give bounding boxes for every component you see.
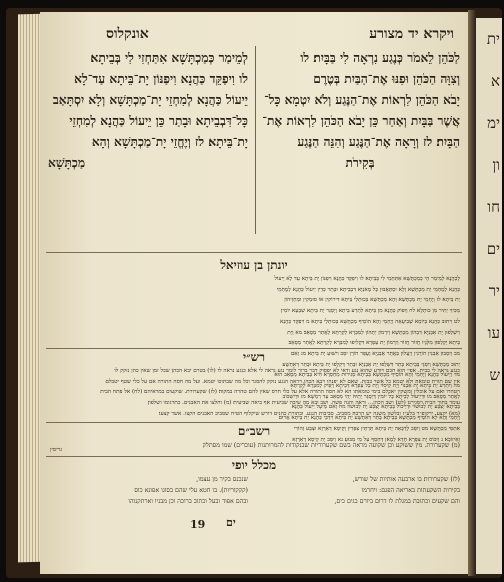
yonatan-line: בֵּיתָא יְקַלְפוּן מִלְּגָיו חֲזוֹר חֲזוֹר וְיִרְמוֹן יָת עַפְרָא דִּקְלִיפוּ לְמִבַּרָא לְקַרְתָּא לַאֲתַר מְסָאַב׃	[288, 340, 460, 347]
mikhlal-line: (קקקוריות). בו חטא עלי שהם בסוגו אפונא כוס	[134, 487, 248, 494]
onkelos-line: יֵיעוֹל כַּהֲנָא לְמִחְזֵי יָת־מַכְתָּשָׁא וְלָא יִסְתָּאַב	[52, 93, 248, 107]
facing-page-text: ים	[486, 240, 500, 258]
onkelos-column	[48, 48, 248, 174]
facing-page-text: ית	[486, 30, 500, 48]
yonatan-line: מה וְיִתְרַע יָת בֵּיתָא יָת אַבְנוֹי וְיָת קֵיסוֹי וְיָת כָּל עַפְרָא דְּבֵיתָא וְיַפֵּיק לְמִבַּרָא לְקַרְתָּא	[290, 383, 460, 390]
facing-page-text: ימ	[487, 114, 500, 132]
rashi-line: (מא) יקצע. ירקופ״ר בלע״ז ובלשון משנה יש הרבה׃ מסביב. סביבות הנגע. ובתורת כהנים דורש שיקלוף הטיח שסביב האבנים׃ הקצו. אשר קצעו׃	[159, 410, 460, 417]
verse-line: יָבֹא הַכֹּהֵן לִרְאוֹת אֶת־הַנֶּגַע וְלֹא יִטְמָא כָּל־	[264, 93, 460, 107]
verse-column	[260, 48, 460, 174]
yonatan-line: וְאֵיזוֹבָא׃ נ וְיִכּוֹס יָת צִפְּרָא חֲדָא לְמָאן דְּחַסַף עַל מֵי מַבּוּעַ׃ נא וְיִסַּב יָת קֵיסָא דְאַרְזָא	[292, 436, 460, 443]
yonatan-line: לט וִיתוּב כַּהֲנָא בְּיוֹמָא שְׁבִיעָאָה וְיֶחְמֵי וְהָא הוֹסֵיף מַכְתָּשָׁא בְּכוּתְלֵי בֵּיתָא׃ מ וִיפַקֵּד כַּהֲנָא	[279, 318, 460, 325]
section-rule	[46, 422, 462, 423]
rashi-line: ויטהרו ואם על אוכלין ומשקין יאכלם בימי טומאתו הא לא חסה התורה אלא על כלי חרס שאין להם טהרה במקוה׃ (לז) שקערורת. שוקעים במראיהם׃ (לח) אל פתח הבית	[100, 389, 460, 396]
yonatan-line: מַכִּיךְ יַתִּיר מִן כּוּתְלָא׃ לח וְיִפּוֹק כַּהֲנָא מִן בֵּיתָא לִתְרַע בֵּיתָא וְיַסְגַּר יָת בֵּיתָא שִׁבְעָא יוֹמִין׃	[281, 308, 460, 315]
rashi-line: אין שם תורת טומאה׃ ולא יטמא כל אשר בבית. שאם לא יפנהו ויבא הכהן ויראה הנגע נזקק להסגר וכל מה שבתוכו יטמא. ועל מה חסה התורה אם על כלי שטף יטבלם	[105, 378, 460, 385]
rashbam-text	[50, 440, 460, 451]
onkelos-line: כָּל־דִּבְבֵיתָא וּבָתַר כֵּן יֵיעוֹל כַּהֲנָא לְמִחְזֵי	[69, 114, 248, 128]
book-page	[40, 12, 468, 574]
facing-page-text: יר	[488, 282, 500, 300]
mikhlal-line: ובהם אפוד ובעל וכתוב ברוכה וכן מבניו וארתקנוהו	[128, 498, 248, 505]
yonatan-line: מב וְיִסְבוּן אַבְנִין חוֹרָנִין וְיַעֲלוּן בַּאֲתַר אַבְנַיָּא וַעֲפַר חוֹרָן יִסַּב וִישׁוּעַ יָת בֵּיתָא׃ מג וְאִם	[290, 350, 460, 357]
section-rule	[46, 252, 462, 253]
onkelos-line: לו וִיפַקֵּד כַּהֲנָא וִיפַנּוֹן יָת־בֵּיתָא עַד־לָא	[74, 72, 248, 86]
mikhlal-line: והם שקעים וכתובת במגלת לו דרום ביורם בגים כים,	[334, 498, 460, 505]
yonatan-line: בְּבֵיתָא יְצַבַּע יָת לְבוּשׁוֹי וּדְיֵיכוֹל בְּבֵיתָא יְצַבַּע יָת לְבוּשׁוֹי׃ מח וְאִם מֵיעָל יֵיעוֹל כַּהֲנָא	[291, 404, 460, 411]
yonatan-line: לַאֲתַר מְסָאַב׃ מו וּדְיֵיעוֹל לְבֵיתָא כָּל יוֹמִין דְּיַסְגַּר יָתֵיהּ יְהֵי מְסָאַב עַד רַמְשָׁא׃ מז וּדְיִשְׁכּוֹב	[282, 393, 460, 400]
book-gutter	[468, 10, 476, 576]
rashi-title: רש״י	[242, 350, 266, 364]
mikhlal-line: (לז) שקערורות׃ בו ארבעה אותיות של שורש,	[352, 476, 460, 483]
yonatan-line: יְתוּב מַכְתָּשָׁא וְיִסְגֵּי בְּבֵיתָא בָּתַר דִּשְׁלַפוּ יָת אַבְנַיָּא וּבָתַר דְּקַלְפוּ יָת בֵּיתָא וּבָתַר דְּאִתְשָׁע׃	[282, 361, 460, 368]
yonatan-line: וְיֶחְמֵי וְהָא לָא הוֹסֵיף מַכְתָּשָׁא בְּבֵיתָא בָּתַר דְּאִתְשָׁע יָת בֵּיתָא וִידַכֵּי כַּהֲנָא יָת בֵּיתָא אֲרוּם	[278, 415, 460, 422]
yonatan-line: גריסין	[50, 447, 63, 454]
verse-line: אֲשֶׁר בַּבָּיִת וְאַחַר כֵּן יָבֹא הַכֹּהֵן לִרְאוֹת אֶת־	[262, 114, 460, 128]
onkelos-line: מַכְתָּשָׁא	[48, 156, 86, 170]
verse-line: בְּקִירֹת	[345, 156, 375, 170]
page-number: 19	[190, 518, 206, 531]
verse-line: הַבָּיִת׃ לז וְרָאָה אֶת־הַנֶּגַע וְהִנֵּה הַנֶּגַע	[297, 135, 460, 149]
yonatan-line: יָת בֵּיתָא׃ לז וְיֶחְמֵי יָת מַכְתָּשָׁא וְהָא מַכְתָּשָׁא בְּכוּתְלֵי בֵּיתָא דִּירוֹקִין אוֹ סוּמְקִין וּמַחְזֵיהוֹן	[284, 297, 460, 304]
verse-line: לַכֹּהֵן לֵאמֹר כְּנֶגַע נִרְאָה לִי בַּבָּיִת׃ לו	[300, 51, 460, 65]
section-rule	[46, 348, 462, 349]
mikhlal-left-column	[48, 474, 248, 507]
yonatan-line: וִישַׁלְפוּן יָת אַבְנַיָּא דִּבְהוֹן מַכְתָּשָׁא וְיִרְמוֹן יַתְהוֹן לְמִבַּרָא לְקַרְתָּא לַאֲתַר מְסָאַב׃ מא וְיָת	[287, 329, 460, 336]
mikhlal-line: בקירות השקעתות באריאה הפגם: ויחרמו	[361, 487, 460, 494]
signature-mark: ים	[226, 516, 236, 529]
verse-line: וְצִוָּה הַכֹּהֵן וּפִנּוּ אֶת־הַבַּיִת בְּטֶרֶם	[313, 72, 460, 86]
facing-page-text: חו	[487, 198, 500, 216]
rashi-line: עומד בתוך הבית ויסגירנו׃ (לט) ושב הכהן... וראה והנה פשה. ושב ובא מה שיבה שביעית אף ביאה שביעית׃ (מ) וחלצו את האבנים. כתרגומו ושלפון׃	[147, 400, 460, 407]
onkelos-line: לְמֵימַר כְּמַכְתָּשָׁא אִתַּחְזִי לִי בְּבֵיתָא׃	[90, 51, 248, 65]
section-rule	[46, 456, 462, 457]
yonatan-line: לְכַהֲנָא לְמֵימַר הֵי כְמַכְתָּשָׁא אִתַּחְמֵי לִי בְּבֵיתָא׃ לו וִיפַקֵּד כַּהֲנָא וִיפַנּוֹן יָת בֵּיתָא עַד לָא יֵיעוֹל	[274, 276, 460, 282]
right-header: ויקרא יד מצורע	[369, 26, 454, 42]
mikhlal-title: מכלל יופי	[231, 458, 277, 472]
facing-page-text: ון	[492, 156, 500, 174]
onkelos-line: יָת־בֵּיתָא׃ לז וְיֶחֱזֵי יָת־מַכְתָּשָׁא וְהָא	[91, 135, 248, 149]
yonatan-line: מד וְיֵיעוֹל כַּהֲנָא וְיֶחְמֵי וְהָא הוֹסֵיף מַכְתָּשָׁא בְּבֵיתָא סְגִירוּת מְחַסְרָא הִיא בְּבֵיתָא מְסָאַב הוּא׃	[274, 372, 460, 379]
yonatan-title: יונתן בן עוזיאל	[220, 258, 288, 272]
mikhlal-line: שנכנס בקיר מן עצמו,	[196, 476, 248, 483]
rashi-line: כנגע נראה לי בבית. אפי׳ הוא חכם ויודע שהוא נגע ודאי לא יפסוק דבר ברור לומר נגע נראה לי אלא כנגע נראה לי׃ (לו) בטרם יבא הכהן׃ שכל זמן שאין כהן נזקק לו	[114, 368, 460, 374]
rashbam-line: (מ) שקערורת. מין ששוקע וכן שקועה מראה בשם שקערוריות שבנקודות להמרותנות (עוכרים) שמו מסתלק	[202, 442, 460, 449]
yonatan-line: כַּהֲנָא לְמֶחְמֵי יָת מַכְתָּשָׁא וְלָא יִסְתָּאֲבוּן כָּל מָאנַיָּא דִּבְבֵיתָא וּבָתַר כְּדֵין יֵיעוֹל כַּהֲנָא לְמֶחְמֵי	[276, 286, 460, 293]
rashbam-title: רשב״ם	[237, 424, 271, 438]
facing-page-text: ש	[489, 366, 500, 384]
left-header: אונקלוס	[106, 26, 149, 42]
yonatan-line: אִתַּסֵּי מַכְתָּשָׁא׃ מט וְיִסַּב לְדַכָּאָה יָת בֵּיתָא תַּרְתֵּין צִפְּרִין וְקֵיסָא דְאַרְזָא וּצְבַע זְהוֹרִי	[293, 425, 460, 432]
facing-page-text: א	[490, 72, 500, 90]
column-divider	[255, 46, 256, 234]
mikhlal-right-column	[260, 474, 460, 507]
facing-page	[476, 18, 502, 574]
facing-page-text: עו	[487, 324, 500, 342]
rashi-text	[50, 366, 460, 420]
